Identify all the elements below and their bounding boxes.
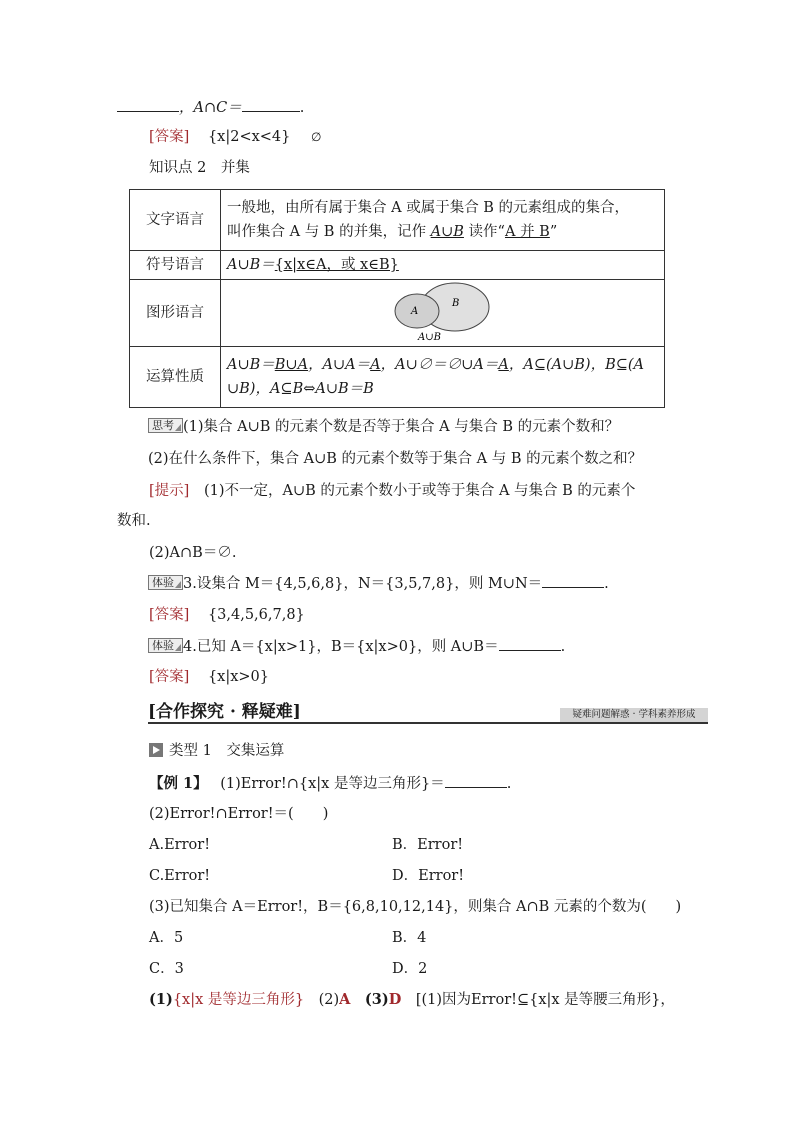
table-row — [130, 190, 665, 251]
think-tag: 思考 — [148, 418, 183, 433]
answer-tag: [答案] — [149, 669, 190, 685]
exercise-tag: 体验 — [148, 575, 183, 590]
hint-line-cont: 数和. — [117, 513, 151, 529]
solution-line: (1){x|x 是等边三角形} (2)A (3)D [(1)因为Error!⊆{x|x 是等腰三角形}， — [149, 991, 675, 1008]
hint-tag: [提示] — [149, 483, 190, 499]
answer-blank[interactable] — [499, 636, 561, 651]
think-question-2: (2)在什么条件下，集合 A∪B 的元素个数等于集合 A 与 B 的元素个数之和？ — [148, 451, 643, 467]
answer-line — [149, 127, 321, 147]
venn-caption: A∪B — [418, 332, 441, 343]
venn-label-b: B — [452, 298, 460, 309]
option-c[interactable]: C.Error! — [149, 868, 211, 884]
answer-line: [答案] {x|x>0} — [149, 669, 270, 685]
answer-tag: [答案] — [149, 129, 190, 145]
section-title: [合作探究 · 释疑难] — [148, 702, 301, 722]
hint-line-2: (2)A∩B＝∅. — [149, 545, 237, 561]
example-question-3: (3)已知集合 A＝Error!，B＝{6,8,10,12,14}，则集合 A∩B 元素的个数为( ) — [149, 899, 682, 915]
answer-tag: [答案] — [149, 607, 190, 623]
table-row — [130, 251, 665, 280]
answer-line: [答案] {3,4,5,6,7,8} — [149, 607, 305, 623]
option-c[interactable]: C．3 — [149, 961, 184, 977]
answer-blank[interactable] — [242, 97, 300, 112]
fill-line: ，A∩C＝ . — [117, 97, 304, 118]
row-body: A∪B＝B∪A，A∪A＝A，A∪∅＝∅∪A＝A，A⊆(A∪B)，B⊆(A ∪B)，A⊆B⇔A∪B＝B — [221, 347, 665, 408]
row-head: 文字语言 — [130, 190, 221, 251]
row-head: 符号语言 — [130, 251, 221, 280]
row-body: A∪B＝{x|x∈A，或 x∈B} — [221, 251, 665, 280]
answer-blank[interactable] — [117, 97, 179, 112]
option-b[interactable]: B．4 — [392, 930, 427, 946]
section-badge: 疑难问题解惑 · 学科素养形成 — [560, 708, 708, 722]
exercise-4: 体验 4.已知 A＝{x|x>1}，B＝{x|x>0}，则 A∪B＝ . — [148, 636, 565, 657]
play-icon — [149, 743, 163, 757]
option-a[interactable]: A．5 — [149, 930, 184, 946]
think-question-1: 思考 (1)集合 A∪B 的元素个数是否等于集合 A 与集合 B 的元素个数和？ — [148, 417, 619, 437]
hint-line: [提示] (1)不一定，A∪B 的元素个数小于或等于集合 A 与集合 B 的元素个 — [149, 483, 636, 499]
type-heading: 类型 1 交集运算 — [149, 741, 284, 761]
table-row — [130, 280, 665, 347]
union-definition-table — [129, 189, 665, 408]
row-body: 一般地，由所有属于集合 A 或属于集合 B 的元素组成的集合， 叫作集合 A 与 B 的并集，记作 A∪B 读作“A 并 B” — [221, 190, 665, 251]
exercise-tag: 体验 — [148, 638, 183, 653]
table-row — [130, 347, 665, 408]
option-d[interactable]: D．Error! — [392, 868, 465, 884]
example-question-1: 【例 1】 (1)Error!∩{x|x 是等边三角形}＝ . — [149, 775, 512, 792]
venn-diagram — [221, 280, 661, 346]
answer-text: {x|2<x<4} — [207, 129, 291, 145]
option-a[interactable]: A.Error! — [149, 837, 211, 853]
answer-blank[interactable] — [445, 773, 507, 788]
example-label: 【例 1】 — [149, 775, 208, 792]
option-d[interactable]: D．2 — [392, 961, 428, 977]
row-head: 图形语言 — [130, 280, 221, 347]
section-divider — [148, 722, 708, 724]
example-question-2: (2)Error!∩Error!＝( ) — [149, 806, 329, 822]
exercise-3: 体验 3.设集合 M＝{4,5,6,8}，N＝{3,5,7,8}，则 M∪N＝ . — [148, 573, 609, 594]
row-body — [221, 280, 665, 347]
row-head: 运算性质 — [130, 347, 221, 408]
knowledge-point-title: 知识点 2 并集 — [149, 160, 250, 176]
answer-text: ∅ — [311, 130, 322, 144]
venn-label-a: A — [411, 306, 419, 317]
answer-blank[interactable] — [542, 573, 604, 588]
option-b[interactable]: B．Error! — [392, 837, 464, 853]
